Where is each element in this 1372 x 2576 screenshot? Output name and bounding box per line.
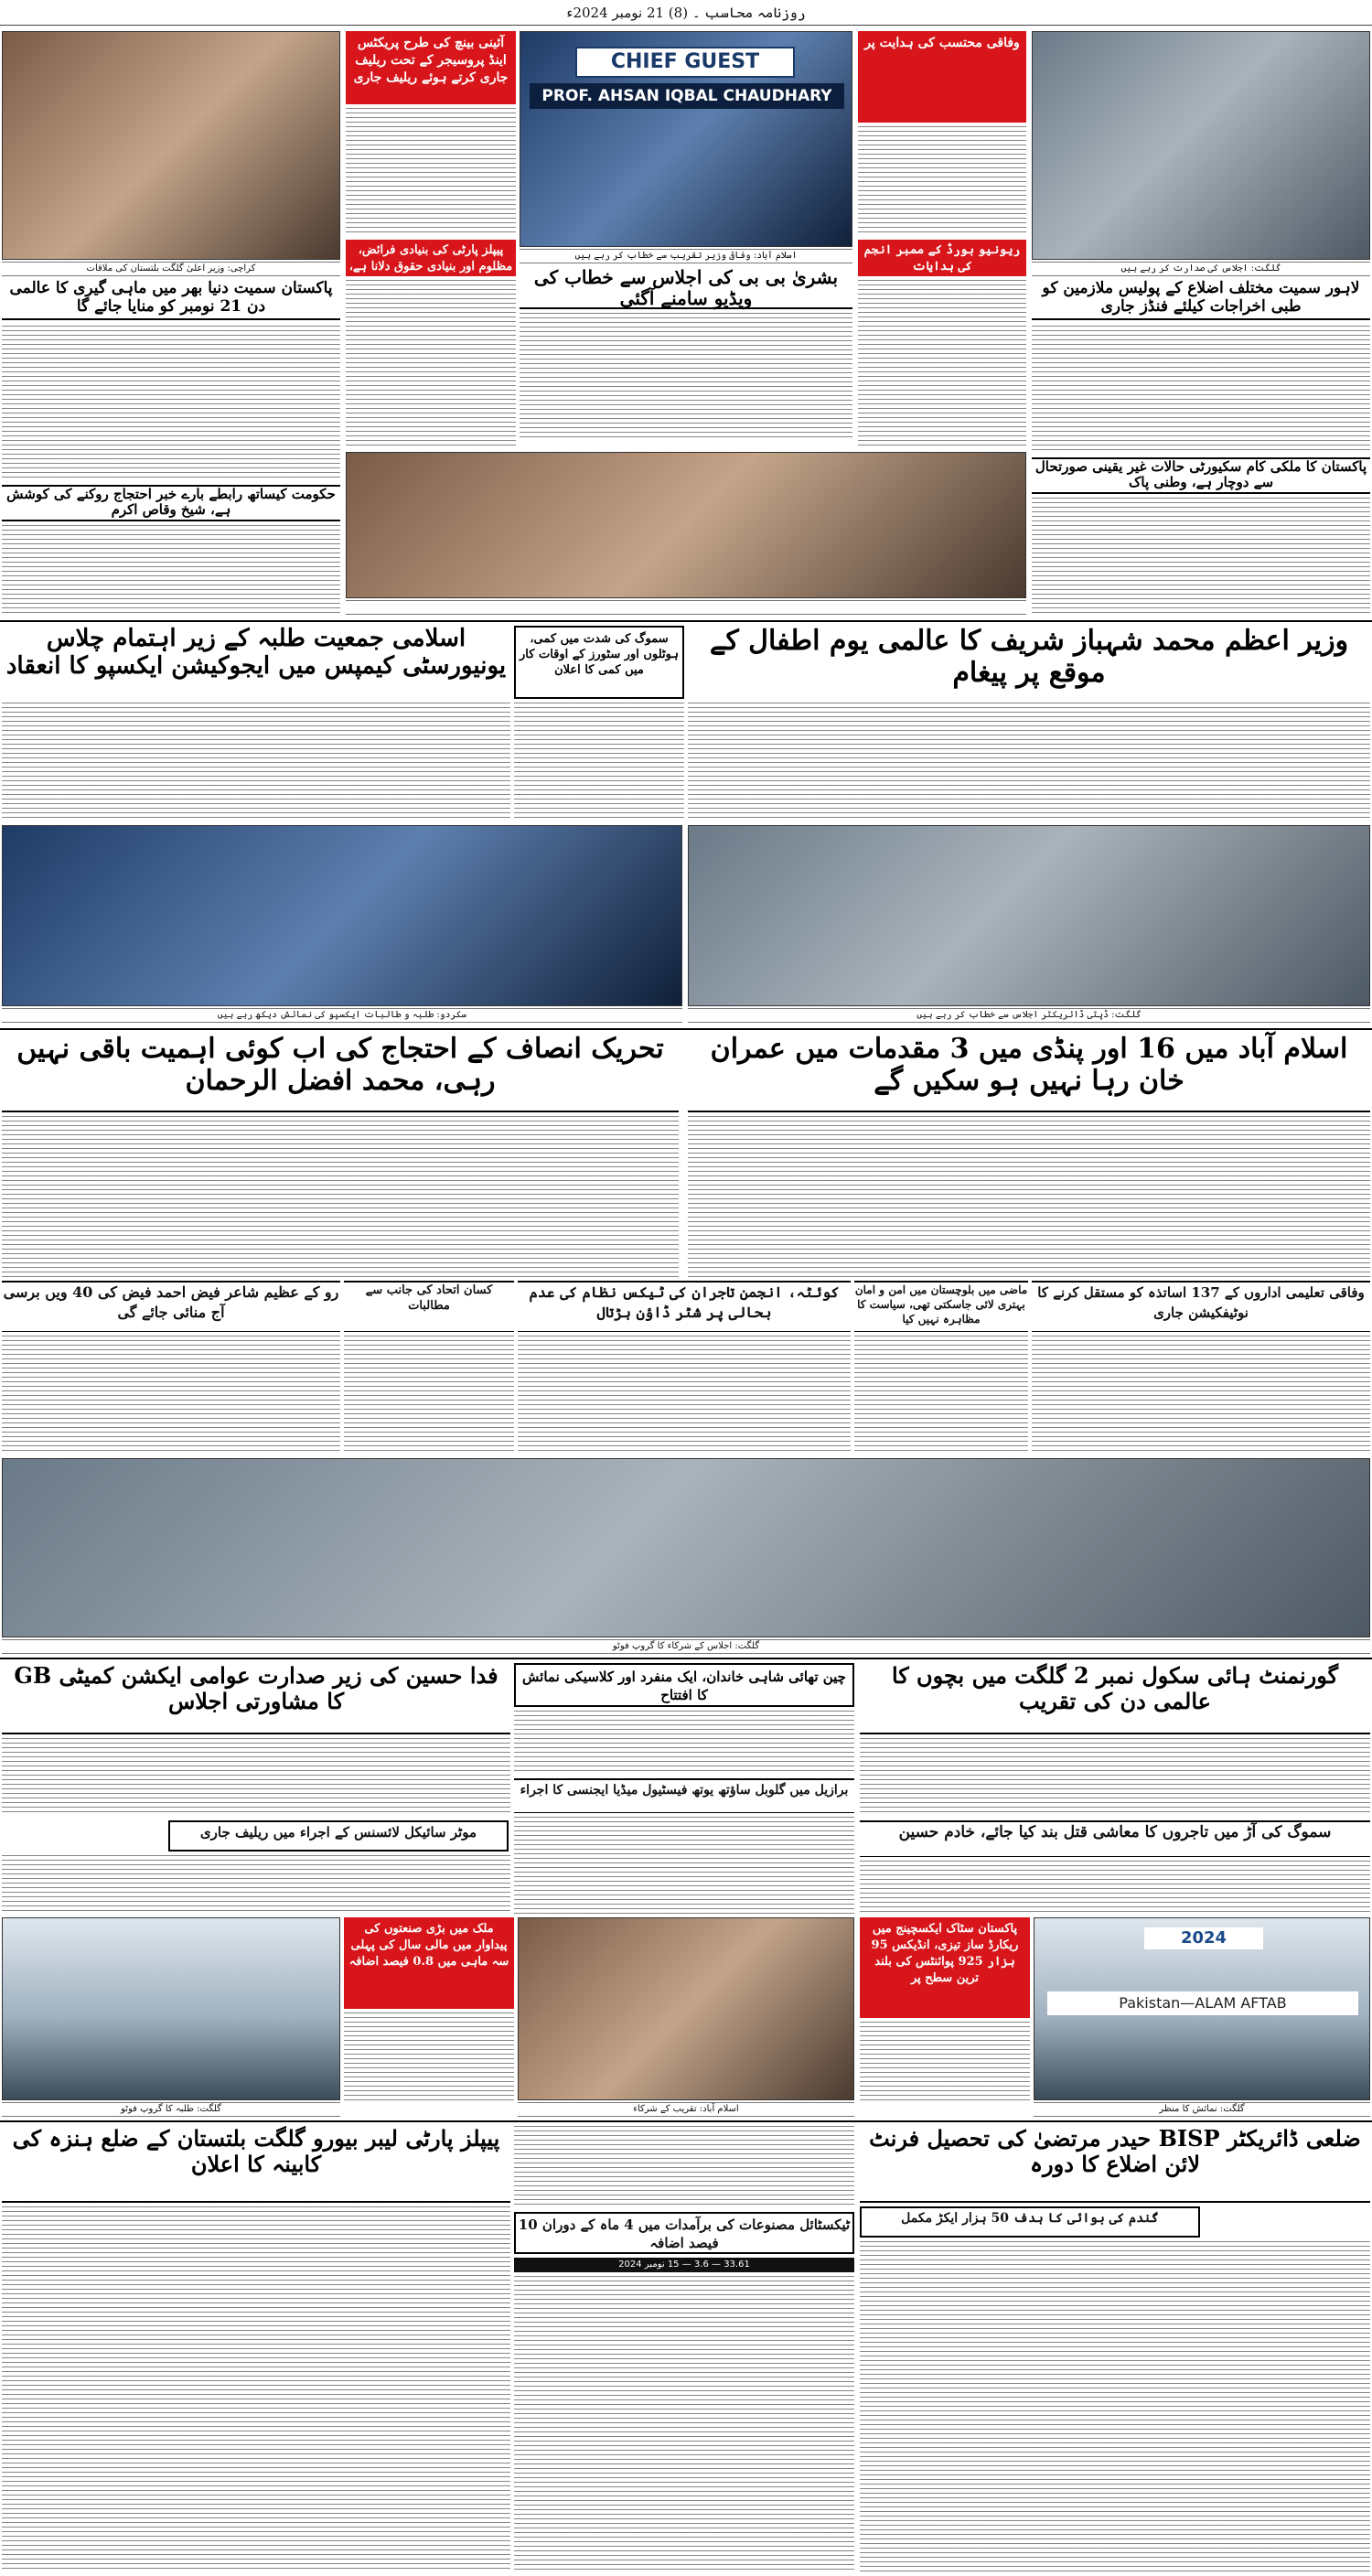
- section-divider: [0, 1028, 1372, 1030]
- article-body: [344, 1336, 514, 1454]
- article-body: [520, 313, 852, 441]
- caption-tevta: [346, 600, 1026, 615]
- headline-bushra-bibi: بشریٰ بی بی کی اجلاس سے خطاب کی ویڈیو سامنے آگئی: [520, 267, 852, 309]
- photo-group-meeting: [2, 1458, 1370, 1637]
- section-divider: [0, 2120, 1372, 2122]
- article-body: [2, 1855, 510, 1914]
- headline-fida-hussain: فدا حسین کی زیر صدارت عوامی ایکشن کمیٹی GB کا مشاورتی اجلاس: [2, 1663, 510, 1734]
- article-body: [2, 1336, 340, 1454]
- article-body: [688, 703, 1370, 821]
- headline-police-funds: لاہور سمیت مختلف اضلاع کے پولیس ملازمین کو طبی اخراجات کیلئے فنڈز جاری: [1032, 280, 1370, 320]
- chief-guest-name: PROF. AHSAN IQBAL CHAUDHARY: [530, 83, 844, 109]
- photo-expo-students: [2, 825, 682, 1006]
- photo-meeting-karachi: [2, 31, 340, 260]
- subheadline-wheat-target: گندم کی بوائی کا ہدف 50 ہزار ایکڑ مکمل: [860, 2206, 1200, 2238]
- caption-students: گلگت: طلبہ کا گروپ فوٹو: [2, 2102, 340, 2117]
- article-body: [346, 108, 516, 236]
- article-body: [858, 126, 1026, 236]
- headline-ppp-labour-hunza: پیپلز پارٹی لیبر بیورو گلگت بلتستان کے ضلع ہنزہ کی کابینہ کا اعلان: [2, 2126, 510, 2203]
- red-box-1: آئینی بینچ کی طرح پریکٹس اینڈ پروسیجر کے تحت ریلیف جاری کرتے ہوئے ریلیف جاری: [346, 31, 516, 104]
- caption-group-meeting: گلگت: اجلاس کے شرکاء کا گروپ فوٹو: [2, 1639, 1370, 1654]
- subheadline-textile-exports: ٹیکسٹائل مصنوعات کی برآمدات میں 4 ماہ کے دوران 10 فیصد اضافہ: [514, 2212, 854, 2254]
- article-body: [860, 2241, 1370, 2572]
- article-body: [344, 2012, 514, 2100]
- headline-bisp-director: ضلعی ڈائریکٹر BISP حیدر مرتضیٰ کی تحصیل فرنٹ لائن اضلاع کا دورہ: [860, 2126, 1370, 2203]
- masthead: روزنامہ محاسب ۔ (8) 21 نومبر 2024ء: [0, 0, 1372, 26]
- subheadline-teachers: وفاقی تعلیمی اداروں کے 137 اساتذہ کو مستقل کرنے کا نوٹیفکیشن جاری: [1032, 1281, 1370, 1332]
- headline-pti-protest: تحریک انصاف کے احتجاج کی اب کوئی اہمیت باقی نہیں رہی، محمد افضل الرحمان: [2, 1034, 679, 1112]
- subheadline-balochistan: ماضی میں بلوچستان میں امن و امان بہتری لائی جاسکتی تھی، سیاست کا مظاہرہ نہیں کیا: [854, 1281, 1028, 1332]
- article-body: [1032, 1336, 1370, 1454]
- caption-expo: سکردو: طلبہ و طالبات ایکسپو کی نمائش دیکھ رہے ہیں: [2, 1008, 682, 1023]
- headline-sheikh-waqas: حکومت کیساتھ رابطے بارے خبر احتجاج روکنے کی کوشش ہے، شیخ وقاص اکرم: [2, 485, 340, 521]
- article-body: [860, 2022, 1030, 2100]
- headline-smog-timings: سموگ کی شدت میں کمی، ہوٹلوں اور سٹورز کے اوقات کار میں کمی کا اعلان: [514, 626, 684, 699]
- subheadline-faiz: رو کے عظیم شاعر فیض احمد فیض کی 40 ویں برسی آج منائی جائے گی: [2, 1281, 340, 1332]
- red-box-stock-exchange: پاکستان سٹاک ایکسچینج میں ریکارڈ ساز تیزی، انڈیکس 95 ہزار 925 پوائنٹس کی بلند ترین سطح پر: [860, 1917, 1030, 2018]
- headline-school-children-day: گورنمنٹ ہائی سکول نمبر 2 گلگت میں بچوں کا عالمی دن کی تقریب: [860, 1663, 1370, 1734]
- article-body: [2, 525, 340, 617]
- photo-deputy-director: [688, 825, 1370, 1006]
- article-body: [1032, 498, 1370, 617]
- caption-chief-guest: اسلام آباد: وفاقی وزیر تقریب سے خطاب کر رہے ہیں: [520, 249, 852, 263]
- article-body: [2, 326, 340, 481]
- subheadline-brazil-youth: برازیل میں گلوبل ساؤتھ یوتھ فیسٹیول میڈیا ایجنسی کا اجراء: [514, 1778, 854, 1813]
- subheadline-kisan: کسان اتحاد کی جانب سے مطالبات: [344, 1281, 514, 1332]
- red-box-2: پیپلز پارٹی کی بنیادی فرائض، مظلوم اور بنیادی حقوق دلانا ہے،: [346, 240, 516, 276]
- article-body: [346, 280, 516, 448]
- photo-ceremony: [518, 1917, 854, 2100]
- headline-pakistan-security: پاکستان کا ملکی کام سکیورٹی حالات غیر یقینی صورتحال سے دوچار ہے، وطنی پاک: [1032, 457, 1370, 494]
- article-body: [514, 2276, 854, 2572]
- subheadline-motorcycle-license: موٹر سائیکل لائسنس کے اجراء میں ریلیف جاری: [168, 1820, 509, 1852]
- subheadline-smog-traders: سموگ کی آڑ میں تاجروں کا معاشی قتل بند کیا جائے، خادم حسین: [860, 1820, 1370, 1857]
- article-body: [2, 1738, 510, 1815]
- figure-2: 3.6: [693, 2259, 709, 2270]
- article-body: [514, 703, 684, 821]
- caption-gilgit-meeting: گلگت: اجلاس کی صدارت کر رہے ہیں: [1032, 262, 1370, 276]
- article-body: [2, 703, 510, 821]
- photo-tevta-event: [346, 452, 1026, 598]
- section-divider: [0, 620, 1372, 622]
- photo-gilgit-meeting: [1032, 31, 1370, 260]
- headline-imran-cases: اسلام آباد میں 16 اور پنڈی میں 3 مقدمات میں عمران خان رہا نہیں ہو سکیں گے: [688, 1034, 1370, 1112]
- caption-deputy-director: گلگت: ڈپٹی ڈائریکٹر اجلاس سے خطاب کر رہے ہیں: [688, 1008, 1370, 1023]
- caption-exhibition: گلگت: نمائش کا منظر: [1034, 2102, 1370, 2117]
- section-divider: [0, 1658, 1372, 1659]
- article-body: [2, 2206, 510, 2572]
- headline-china-thai: چین تھائی شاہی خاندان، ایک منفرد اور کلاسیکی نمائش کا افتتاح: [514, 1663, 854, 1707]
- article-body: [860, 1738, 1370, 1815]
- exhibition-name: Pakistan—ALAM AFTAB: [1047, 1991, 1358, 2015]
- subheadline-quetta-strike: کوئٹہ، انجمن تاجران کی ٹیکس نظام کی عدم بحالی پر شٹر ڈاؤن ہڑتال: [518, 1281, 851, 1332]
- caption-ceremony: اسلام آباد: تقریب کے شرکاء: [518, 2102, 854, 2117]
- article-body: [514, 1711, 854, 1775]
- article-body: [518, 1336, 851, 1454]
- headline-pm-children-day: وزیر اعظم محمد شہباز شریف کا عالمی یوم اطفال کے موقع پر پیغام: [709, 625, 1349, 689]
- red-box-3: وفاقی محتسب کی ہدایت پر: [858, 31, 1026, 123]
- figure-1: 33.61: [724, 2259, 750, 2270]
- article-body: [688, 1116, 1370, 1277]
- caption-meeting-karachi: کراچی: وزیر اعلیٰ گلگت بلتستان کی ملاقات: [2, 262, 340, 276]
- figure-strap: 33.61 — 3.6 — 15 نومبر 2024: [514, 2258, 854, 2272]
- article-body: [854, 1336, 1028, 1454]
- article-body: [2, 1116, 679, 1277]
- article-body: [514, 1817, 854, 1914]
- figure-3: 15 نومبر 2024: [618, 2259, 680, 2270]
- article-body: [1032, 326, 1370, 454]
- exhibition-year-banner: 2024: [1144, 1927, 1263, 1949]
- photo-students-group: [2, 1917, 340, 2100]
- headline-jamiat-expo: اسلامی جمعیت طلبہ کے زیر اہتمام چلاس یونیورسٹی کیمپس میں ایجوکیشن ایکسپو کا انعقاد: [5, 625, 507, 680]
- photo-exhibition: [1034, 1917, 1370, 2100]
- chief-guest-banner: CHIEF GUEST: [575, 47, 795, 78]
- article-body: [860, 1861, 1370, 1914]
- article-body: [858, 280, 1026, 448]
- red-box-4: ریونیو بورڈ کے ممبر انجم کی ہدایات: [858, 240, 1026, 276]
- headline-fishing-day: پاکستان سمیت دنیا بھر میں ماہی گیری کا عالمی دن 21 نومبر کو منایا جائے گا: [2, 280, 340, 320]
- red-box-industry: ملک میں بڑی صنعتوں کی پیداوار میں مالی سال کی پہلی سہ ماہی میں 0.8 فیصد اضافہ: [344, 1917, 514, 2009]
- photo-chief-guest: [520, 31, 852, 247]
- article-body: [514, 2126, 854, 2208]
